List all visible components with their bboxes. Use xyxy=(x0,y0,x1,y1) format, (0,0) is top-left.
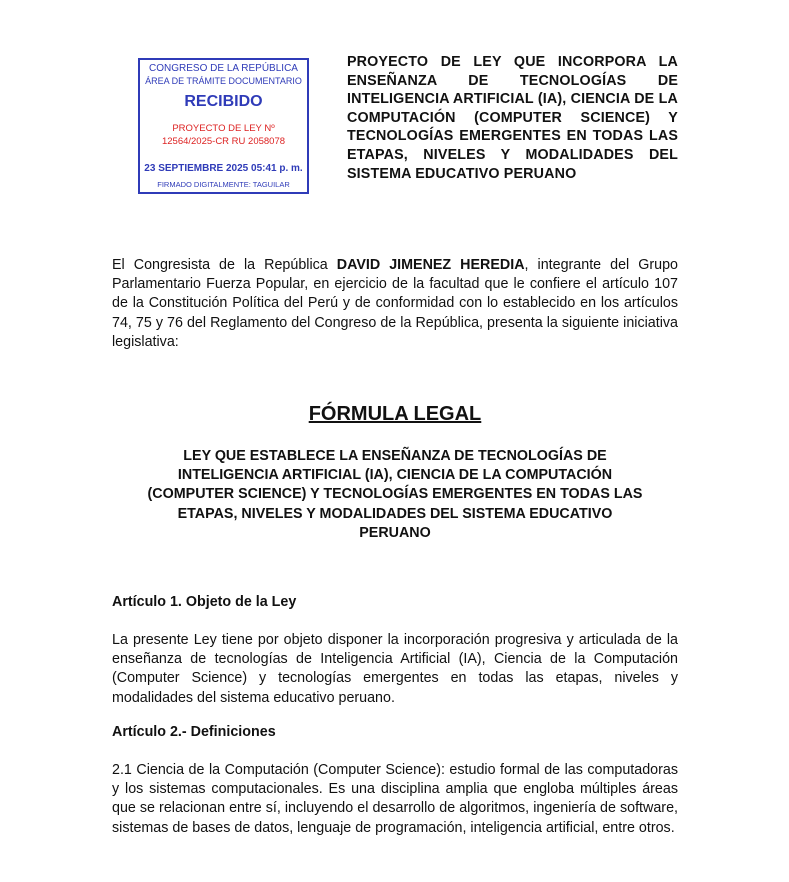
congressman-name: DAVID JIMENEZ HEREDIA xyxy=(336,257,525,273)
formula-heading: FÓRMULA LEGAL xyxy=(308,403,482,425)
stamp-status: RECIBIDO xyxy=(184,93,263,110)
law-title-line: INTELIGENCIA ARTIFICIAL (IA), CIENCIA DE LA COMPUTACIÓN xyxy=(177,467,613,484)
stamp-department: ÁREA DE TRÁMITE DOCUMENTARIO xyxy=(145,76,302,86)
law-title-line: LEY QUE ESTABLECE LA ENSEÑANZA DE TECNOLOGÍAS DE xyxy=(183,448,607,464)
law-title-line: (COMPUTER SCIENCE) Y TECNOLOGÍAS EMERGENTES EN TODAS LAS xyxy=(147,486,643,503)
article-1-body: La presente Ley tiene por objeto disponer la incorporación progresiva y articulada de la enseñanza de tecnologías de Inteligencia Artificial (IA), Ciencia de la Computación (Computer Science) y tecnologías emergentes en todas las etapas, niveles y modalidades del sistema educativo peruano. xyxy=(112,632,678,706)
stamp-institution: CONGRESO DE LA REPÚBLICA xyxy=(149,63,298,74)
law-title xyxy=(112,447,678,543)
law-title-line: ETAPAS, NIVELES Y MODALIDADES DEL SISTEMA EDUCATIVO xyxy=(177,505,613,522)
article-2-heading: Artículo 2.- Definiciones xyxy=(112,724,276,740)
stamp-project-label: PROYECTO DE LEY Nº xyxy=(172,123,275,134)
article-1-heading: Artículo 1. Objeto de la Ley xyxy=(112,594,297,610)
law-title-line: PERUANO xyxy=(359,524,431,541)
intro-text-start: El Congresista de la República xyxy=(112,257,337,273)
stamp-signature: FIRMADO DIGITALMENTE: TAGUILAR xyxy=(157,180,290,189)
intro-paragraph xyxy=(112,256,678,352)
document-title: PROYECTO DE LEY QUE INCORPORA LA ENSEÑANZA DE TECNOLOGÍAS DE INTELIGENCIA ARTIFICIAL (IA), CIENCIA DE LA COMPUTACIÓN (COMPUTER SCIENCE) Y TECNOLOGÍAS EMERGENTES EN TODAS LAS ETAPAS, NIVELES Y MODALIDADES DEL SISTEMA EDUCATIVO PERUANO xyxy=(347,54,678,182)
stamp-project-number: 12564/2025-CR RU 2058078 xyxy=(161,136,286,147)
reception-stamp xyxy=(138,58,309,194)
article-2-body: 2.1 Ciencia de la Computación (Computer Science): estudio formal de las computadoras y los sistemas computacionales. Es una disciplina amplia que engloba múltiples áreas que se relacionan entre sí, incluyendo el desarrollo de algoritmos, ingeniería de software, sistemas de bases de datos, lenguaje de programación, inteligencia artificial, entre otros. xyxy=(112,762,678,836)
stamp-date: 23 SEPTIEMBRE 2025 05:41 p. m. xyxy=(144,163,303,174)
intro-text-end: , integrante del Grupo Parlamentario Fuerza Popular, en ejercicio de la facultad que le confiere el artículo 107 de la Constitución Política del Perú y de conformidad con lo establecido en los artículos 74, 75 y 76 del Reglamento del Congreso de la República, presenta la siguiente iniciativa legislativa: xyxy=(112,257,678,350)
